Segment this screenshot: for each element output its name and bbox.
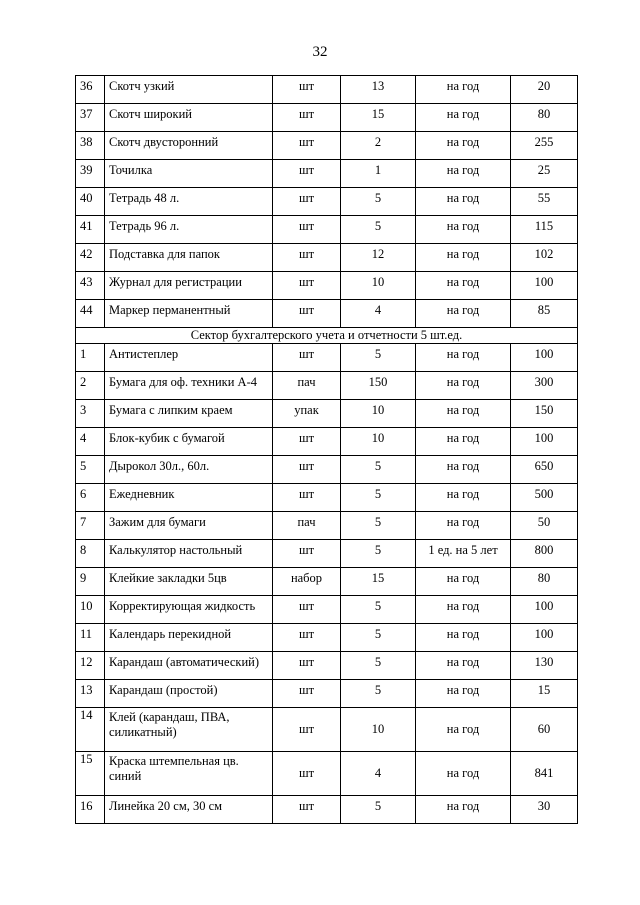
cell-unit: пач	[273, 372, 341, 400]
cell-number: 10	[76, 596, 105, 624]
cell-unit: набор	[273, 568, 341, 596]
cell-number: 7	[76, 512, 105, 540]
cell-name: Скотч широкий	[105, 104, 273, 132]
cell-name: Ежедневник	[105, 484, 273, 512]
cell-number: 1	[76, 344, 105, 372]
table-row	[76, 400, 578, 428]
cell-price: 80	[511, 104, 578, 132]
cell-price: 800	[511, 540, 578, 568]
cell-unit: шт	[273, 272, 341, 300]
cell-price: 50	[511, 512, 578, 540]
cell-price: 100	[511, 272, 578, 300]
cell-quantity: 10	[341, 400, 416, 428]
cell-number: 36	[76, 76, 105, 104]
cell-price: 15	[511, 680, 578, 708]
cell-number: 6	[76, 484, 105, 512]
cell-quantity: 13	[341, 76, 416, 104]
cell-number: 11	[76, 624, 105, 652]
cell-period: на год	[416, 652, 511, 680]
cell-number: 3	[76, 400, 105, 428]
cell-number: 13	[76, 680, 105, 708]
cell-quantity: 10	[341, 708, 416, 752]
table-body-top	[76, 76, 578, 824]
table-row	[76, 752, 578, 796]
cell-period: на год	[416, 104, 511, 132]
cell-unit: шт	[273, 796, 341, 824]
table-row	[76, 708, 578, 752]
cell-quantity: 1	[341, 160, 416, 188]
cell-period: на год	[416, 708, 511, 752]
cell-period: 1 ед. на 5 лет	[416, 540, 511, 568]
cell-unit: упак	[273, 400, 341, 428]
cell-name: Зажим для бумаги	[105, 512, 273, 540]
table-row	[76, 272, 578, 300]
table-row	[76, 160, 578, 188]
cell-name: Калькулятор настольный	[105, 540, 273, 568]
cell-period: на год	[416, 596, 511, 624]
table-row	[76, 512, 578, 540]
cell-quantity: 5	[341, 624, 416, 652]
cell-number: 12	[76, 652, 105, 680]
table-row	[76, 244, 578, 272]
cell-number: 39	[76, 160, 105, 188]
cell-unit: шт	[273, 344, 341, 372]
cell-quantity: 5	[341, 652, 416, 680]
cell-price: 255	[511, 132, 578, 160]
cell-quantity: 5	[341, 484, 416, 512]
cell-price: 100	[511, 624, 578, 652]
cell-number: 38	[76, 132, 105, 160]
table-row	[76, 484, 578, 512]
cell-price: 20	[511, 76, 578, 104]
cell-price: 150	[511, 400, 578, 428]
cell-quantity: 5	[341, 512, 416, 540]
cell-number: 14	[76, 708, 105, 752]
cell-name: Карандаш (простой)	[105, 680, 273, 708]
cell-price: 130	[511, 652, 578, 680]
cell-quantity: 5	[341, 344, 416, 372]
cell-name: Подставка для папок	[105, 244, 273, 272]
cell-quantity: 15	[341, 104, 416, 132]
cell-quantity: 5	[341, 216, 416, 244]
cell-quantity: 10	[341, 272, 416, 300]
cell-unit: шт	[273, 132, 341, 160]
cell-price: 300	[511, 372, 578, 400]
cell-number: 2	[76, 372, 105, 400]
cell-unit: шт	[273, 76, 341, 104]
section-header-row	[76, 328, 578, 344]
cell-name: Скотч двусторонний	[105, 132, 273, 160]
cell-period: на год	[416, 372, 511, 400]
cell-period: на год	[416, 484, 511, 512]
cell-period: на год	[416, 624, 511, 652]
cell-number: 4	[76, 428, 105, 456]
cell-period: на год	[416, 188, 511, 216]
table-row	[76, 344, 578, 372]
table-row	[76, 568, 578, 596]
cell-period: на год	[416, 796, 511, 824]
cell-price: 102	[511, 244, 578, 272]
table-row	[76, 596, 578, 624]
cell-name: Бумага с липким краем	[105, 400, 273, 428]
cell-period: на год	[416, 132, 511, 160]
cell-unit: шт	[273, 624, 341, 652]
cell-price: 100	[511, 344, 578, 372]
cell-period: на год	[416, 512, 511, 540]
table-row	[76, 540, 578, 568]
cell-number: 40	[76, 188, 105, 216]
cell-period: на год	[416, 160, 511, 188]
cell-unit: шт	[273, 652, 341, 680]
cell-period: на год	[416, 244, 511, 272]
cell-period: на год	[416, 300, 511, 328]
table-row	[76, 652, 578, 680]
cell-quantity: 5	[341, 456, 416, 484]
table-row	[76, 300, 578, 328]
cell-unit: шт	[273, 540, 341, 568]
cell-quantity: 4	[341, 300, 416, 328]
cell-period: на год	[416, 272, 511, 300]
cell-period: на год	[416, 76, 511, 104]
cell-name: Журнал для регистрации	[105, 272, 273, 300]
cell-period: на год	[416, 752, 511, 796]
cell-name: Календарь перекидной	[105, 624, 273, 652]
cell-unit: шт	[273, 680, 341, 708]
cell-number: 43	[76, 272, 105, 300]
cell-quantity: 15	[341, 568, 416, 596]
cell-unit: шт	[273, 428, 341, 456]
cell-name: Маркер перманентный	[105, 300, 273, 328]
cell-price: 650	[511, 456, 578, 484]
cell-price: 841	[511, 752, 578, 796]
cell-name: Бумага для оф. техники А-4	[105, 372, 273, 400]
cell-price: 60	[511, 708, 578, 752]
cell-price: 100	[511, 428, 578, 456]
cell-name: Краска штемпельная цв. синий	[105, 752, 273, 796]
table-row	[76, 372, 578, 400]
cell-name: Точилка	[105, 160, 273, 188]
cell-unit: шт	[273, 456, 341, 484]
cell-period: на год	[416, 216, 511, 244]
cell-period: на год	[416, 456, 511, 484]
cell-unit: шт	[273, 300, 341, 328]
cell-quantity: 4	[341, 752, 416, 796]
table-row	[76, 132, 578, 160]
table-row	[76, 428, 578, 456]
cell-name: Дырокол 30л., 60л.	[105, 456, 273, 484]
cell-quantity: 2	[341, 132, 416, 160]
cell-period: на год	[416, 680, 511, 708]
cell-quantity: 5	[341, 540, 416, 568]
cell-price: 80	[511, 568, 578, 596]
cell-unit: пач	[273, 512, 341, 540]
cell-name: Клей (карандаш, ПВА, силикатный)	[105, 708, 273, 752]
cell-number: 16	[76, 796, 105, 824]
cell-name: Тетрадь 96 л.	[105, 216, 273, 244]
table-row	[76, 216, 578, 244]
page-number: 32	[312, 44, 328, 60]
cell-name: Корректирующая жидкость	[105, 596, 273, 624]
cell-name: Линейка 20 см, 30 см	[105, 796, 273, 824]
cell-number: 42	[76, 244, 105, 272]
table-row	[76, 796, 578, 824]
cell-number: 8	[76, 540, 105, 568]
table-row	[76, 680, 578, 708]
cell-period: на год	[416, 428, 511, 456]
cell-unit: шт	[273, 160, 341, 188]
cell-unit: шт	[273, 596, 341, 624]
cell-price: 85	[511, 300, 578, 328]
table-row	[76, 76, 578, 104]
table-row	[76, 188, 578, 216]
supplies-table	[75, 75, 578, 824]
cell-quantity: 5	[341, 796, 416, 824]
cell-unit: шт	[273, 244, 341, 272]
cell-name: Скотч узкий	[105, 76, 273, 104]
cell-name: Карандаш (автоматический)	[105, 652, 273, 680]
cell-name: Тетрадь 48 л.	[105, 188, 273, 216]
cell-quantity: 150	[341, 372, 416, 400]
cell-number: 15	[76, 752, 105, 796]
table-row	[76, 624, 578, 652]
cell-unit: шт	[273, 188, 341, 216]
cell-name: Клейкие закладки 5цв	[105, 568, 273, 596]
cell-price: 500	[511, 484, 578, 512]
cell-price: 100	[511, 596, 578, 624]
cell-period: на год	[416, 344, 511, 372]
cell-price: 115	[511, 216, 578, 244]
cell-quantity: 5	[341, 680, 416, 708]
cell-unit: шт	[273, 484, 341, 512]
cell-price: 30	[511, 796, 578, 824]
cell-price: 55	[511, 188, 578, 216]
cell-unit: шт	[273, 708, 341, 752]
cell-number: 5	[76, 456, 105, 484]
cell-quantity: 12	[341, 244, 416, 272]
cell-period: на год	[416, 568, 511, 596]
table-row	[76, 104, 578, 132]
section-title: Сектор бухгалтерского учета и отчетности 5 шт.ед.	[76, 328, 578, 344]
cell-quantity: 5	[341, 596, 416, 624]
cell-quantity: 5	[341, 188, 416, 216]
cell-price: 25	[511, 160, 578, 188]
cell-number: 44	[76, 300, 105, 328]
cell-unit: шт	[273, 752, 341, 796]
cell-unit: шт	[273, 216, 341, 244]
cell-period: на год	[416, 400, 511, 428]
cell-name: Блок-кубик с бумагой	[105, 428, 273, 456]
cell-number: 41	[76, 216, 105, 244]
cell-number: 37	[76, 104, 105, 132]
cell-unit: шт	[273, 104, 341, 132]
cell-quantity: 10	[341, 428, 416, 456]
cell-name: Антистеплер	[105, 344, 273, 372]
table-row	[76, 456, 578, 484]
cell-number: 9	[76, 568, 105, 596]
